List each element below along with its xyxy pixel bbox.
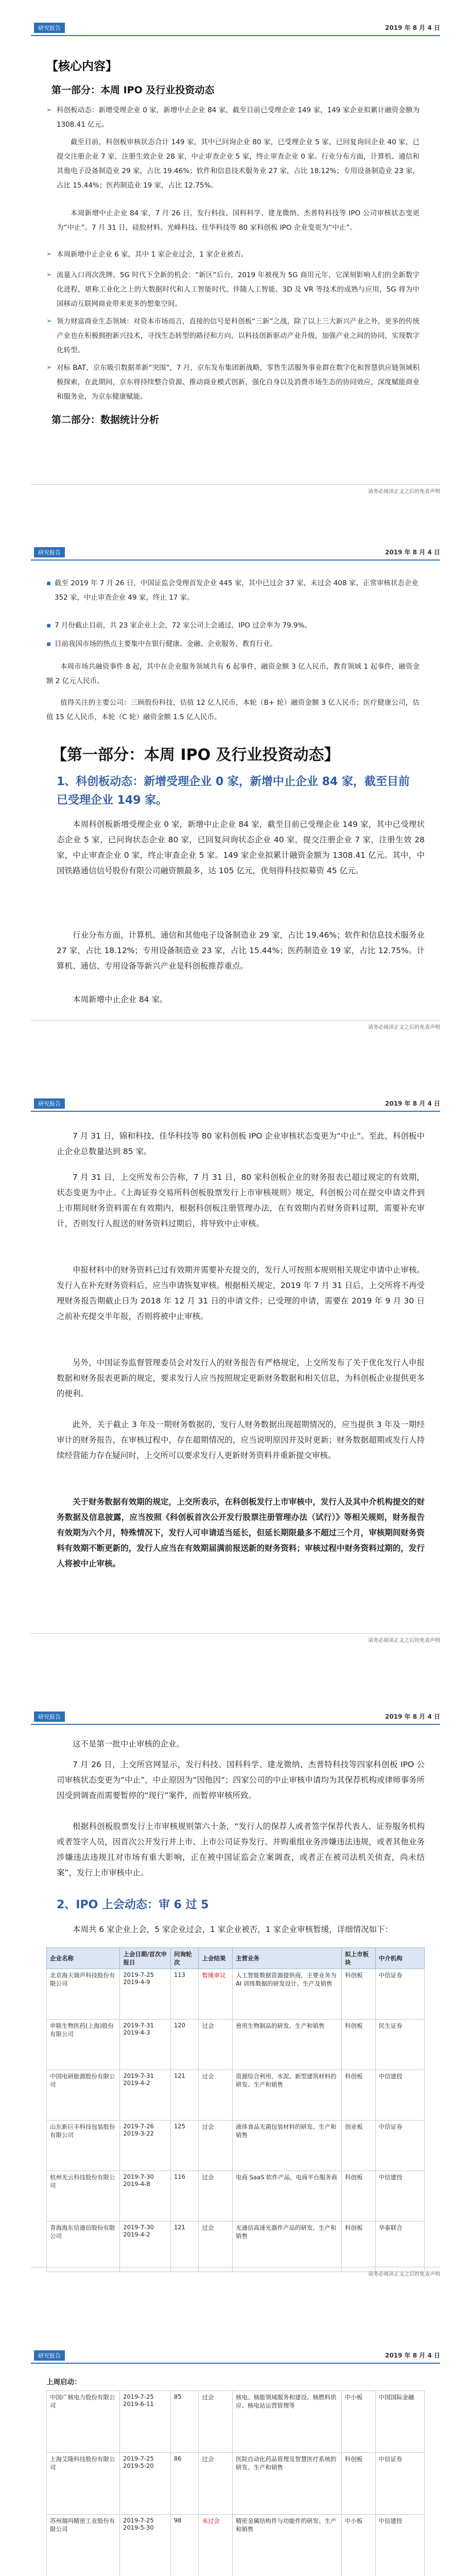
report-date: 2019 年 8 月 4 日 <box>385 549 440 556</box>
paragraph-not-first: 这不是第一批中止审核的企业。 <box>73 1739 185 1749</box>
report-brand: 研究报告 <box>34 2350 65 2361</box>
table-row <box>47 1969 425 2020</box>
page-footer <box>31 1020 440 1031</box>
listing-board: 创业板 <box>342 2121 376 2171</box>
company-name: 苏州瑞玛精密工业股份有限公司 <box>47 2515 120 2576</box>
main-business: 液体食品无菌包装材料的研发、生产和销售 <box>233 2121 342 2171</box>
ipo-meeting-intro: 本周共 6 家企业上会，5 家企业过会，1 家企业被否，1 家企业审核暂缓，详细情况如下： <box>73 1925 393 1934</box>
meeting-date: 2019-7-31 2019-4-2 <box>120 2070 171 2121</box>
table-row <box>47 2070 425 2121</box>
company-name: 申联生物医药(上海)股份有限公司 <box>47 2020 120 2070</box>
ipo-listed-table <box>46 2391 425 2576</box>
paragraph-csrc-rules: 另外，中国证券监督管理委员会对发行人的财务报告有严格规定，上交所发布了关于优化发行人申报数据和财务报表更新的规定，要求发行人应当按照规定更新财务数据和相关信息，为科创板企业提供更多的便利。 <box>57 1358 425 1398</box>
page-4 <box>0 1700 471 2293</box>
sponsor: 中信建投 <box>375 2171 424 2222</box>
inquiry-rounds: 116 <box>171 2171 199 2222</box>
table-row <box>47 2171 425 2222</box>
listing-board: 科创板 <box>342 2171 376 2222</box>
meeting-result: 过会 <box>199 2121 233 2171</box>
main-business: 精密金属结构件与功能件的研发、生产和销售 <box>233 2515 342 2576</box>
main-business: 光通信高速光器件产品的研发、生产和销售 <box>233 2222 342 2272</box>
meeting-result: 过会 <box>199 2171 233 2222</box>
listing-board: 科创板 <box>342 2020 376 2070</box>
paragraph-star-detail: 本周科创板新增受理企业 0 家，新增中止企业 84 家，截至目前已受理企业 149 家，其中已受理状态企业 5 家，已问询状态企业 80 家，已回复问询状态企业 40 家，提交注册企业 7 家，注册生效 28 家，中止审查企业 0 家，终止审查企业 5 家。149 家企业拟累计融资金额为 1308.41 亿元。其中，中国铁路通信信号股份有限公司融资额最多，达 105 亿元，优刻得科技拟募资 45 亿元。 <box>57 820 425 875</box>
footer-disclaimer: 请务必阅读正文之后的免责声明 <box>368 2272 440 2277</box>
listing-board: 中小板 <box>341 2391 375 2453</box>
page-5 <box>0 2339 471 2576</box>
paragraph-notable-companies: 值得关注的主要公司：三顾股份科技，估值 12 亿人民币，本轮（B+ 轮）融资金额 3 亿人民币；医疗健康公司，估值 15 亿人民币，本轮（C 轮）融资金额 1.5 亿人民币。 <box>46 699 420 721</box>
page-header <box>31 2349 440 2364</box>
inquiry-rounds: 86 <box>170 2453 199 2515</box>
page-footer <box>31 484 440 495</box>
main-business: 核电、核能领域服务和建设、核燃料供应、核电站运营管理等 <box>233 2391 342 2453</box>
listing-board: 科创板 <box>342 2070 376 2121</box>
footer-disclaimer: 请务必阅读正文之后的免责声明 <box>368 489 440 495</box>
bullet-ecosystem: ➢ 领力财富商业生态领域：对资本市场而言，直接的信号是科创板“三新”之战，除了以上三大新兴产业之外，更多的传统产业也在积极拥抱新兴技术，寻找生态转型的路径和方向，以科技创新驱动产业升级，加强产业之间的协同，实现数字化转型。 <box>46 314 420 358</box>
company-name: 中国电研能源股份有限公司 <box>47 2070 120 2121</box>
company-name: 北京海天瑞声科技股份有限公司 <box>47 1969 120 2020</box>
sponsor: 中信证券 <box>375 2121 424 2171</box>
ipo-meeting-table <box>46 1947 425 2272</box>
bullet-ipo-review: ➢ 本周新增中止企业 6 家，其中 1 家企业过会，1 家企业被否。 <box>46 247 420 262</box>
meeting-date: 2019-7-31 2019-4-3 <box>120 2020 171 2070</box>
page-footer <box>31 2267 440 2278</box>
section-2-title: 第二部分：数据统计分析 <box>51 414 160 426</box>
company-name: 杭州光云科技股份有限公司 <box>47 2171 120 2222</box>
report-brand: 研究报告 <box>34 1098 65 1109</box>
sponsor: 中信证券 <box>375 1969 424 2020</box>
inquiry-rounds: 120 <box>171 2020 199 2070</box>
report-brand: 研究报告 <box>34 23 65 33</box>
page-header <box>31 1097 440 1112</box>
listing-board: 中小板 <box>341 2515 375 2576</box>
column-header: 问询轮次 <box>171 1948 199 1969</box>
paragraph-suspend: 本周新增中止企业 84 家，7 月 26 日，发行科技、国科科学、建龙微纳、杰普特科技等 IPO 公司审核状态变更为“中止”。7 月 31 日，硅胶材料、光峰科技、佳华科技等 80 家科创板 IPO 企业变更为“中止”。 <box>57 209 420 232</box>
company-name: 上海艾隆科技股份有限公司 <box>47 2453 120 2515</box>
main-business: 电商 SaaS 软件产品，电商平台服务商 <box>233 2171 342 2222</box>
paragraph-validity-rule: 关于财务数据有效期的规定，上交所表示，在科创板发行上市审核中，发行人及其中介机构提交的财务数据及信息披露，应当按照《科创板首次公开发行股票注册管理办法（试行）》等相关规则，财务报告有效期为六个月，特殊情况下，发行人可申请适当延长，但延长期限最多不超过三个月，审核期间财务资料有效期不断更新的，发行人应当在有效期届满前报送新的财务资料；审核过程中财务资料过期的，发行人将被中止审核。 <box>57 1497 425 1568</box>
meeting-date: 2019-7-25 2019-5-20 <box>120 2453 171 2515</box>
section-1-title: 第一部分：本周 IPO 及行业投资动态 <box>51 84 215 96</box>
listing-board: 科创板 <box>341 2453 375 2515</box>
table-row <box>47 2391 425 2453</box>
table-row <box>47 2020 425 2070</box>
sponsor: 中信证券 <box>375 2453 424 2515</box>
listing-board: 科创板 <box>342 2222 376 2272</box>
paragraph-industry: 行业分布方面，计算机、通信和其他电子设备制造业 29 家，占比 19.46%；软件和信息技术服务业 27 家，占比 18.12%；专用设备制造业 23 家，占比 15.44%；医药制造业 19 家，占比 12.75%。计算机、通信、专用设备等新兴产业是科创板推荐重点。 <box>57 930 425 971</box>
paragraph-july31: 7 月 31 日，锦和科技、佳华科技等 80 家科创板 IPO 企业审核状态变更为“中止”。至此，科创板中止企业总数量达到 85 家。 <box>57 1131 425 1156</box>
meeting-date: 2019-7-30 2019-4-2 <box>120 2222 171 2272</box>
column-header: 上会结果 <box>199 1948 233 1969</box>
meeting-result: 过会 <box>199 2453 233 2515</box>
stat-hot-sectors: ▪ 目前我国市场的热点主要集中在银行健康、金融、企业服务、教育行业。 <box>46 637 420 651</box>
bullet-5g: ➢ 流量入口再次洗牌，5G 时代下全新的机会：“新区”后台，2019 年被视为 5G 商用元年，它深刻影响人们的全新数字化进程，堪称工业化之上的大数据时代和人工智能时代。伴随人工智能、3D 及 VR 等技术的成熟与应用，5G 将为中国移动互联网商业带来更多的想象空间。 <box>46 268 420 311</box>
report-brand: 研究报告 <box>34 547 65 557</box>
meeting-result: 过会 <box>199 2222 233 2272</box>
company-name: 山东新巨丰科技包装股份有限公司 <box>47 2121 120 2171</box>
report-date: 2019 年 8 月 4 日 <box>385 1100 440 1107</box>
main-business: 资源综合利用，水泥、新型建筑材料的研发、生产和销售 <box>233 2070 342 2121</box>
stat-csrc: ▪ 截至 2019 年 7 月 26 日，中国证监会受理首发企业 445 家，其中已过会 37 家，未过会 408 家，正常审核状态企业 352 家，中止审查企业 49 家，终止 17 家。 <box>46 576 420 605</box>
company-name: 青海海东信通信股份有限公司 <box>47 2222 120 2272</box>
page-header <box>31 1710 440 1725</box>
bullet-star-market: ➢ 科创板动态：新增受理企业 0 家，新增中止企业 84 家，截至目前已受理企业 149 家，149 家企业拟累计融资金额为 1308.41 亿元。 <box>46 103 420 132</box>
sponsor: 中信建投 <box>375 2515 424 2576</box>
meeting-date: 2019-7-30 2019-4-8 <box>120 2171 171 2222</box>
report-date: 2019 年 8 月 4 日 <box>385 24 440 31</box>
inquiry-rounds: 98 <box>170 2515 199 2576</box>
main-business: 兽用生物制品的研发、生产和销售 <box>233 2020 342 2070</box>
report-brand: 研究报告 <box>34 1711 65 1722</box>
meeting-result: 过会 <box>199 2391 233 2453</box>
meeting-result: 过会 <box>199 2020 233 2070</box>
paragraph-three-years: 此外，关于截止 3 年及一期财务数据的，发行人财务数据出现超期情况的，应当提供 3 年及一期经审计的财务报告，在审核过程中，存在超期情况的，应当说明原因并及时更新；财务数据超期或发行人持续经营能力存在疑问时，上交所可以要求发行人更新财务资料并重新提交审核。 <box>57 1420 425 1460</box>
column-header: 主营业务 <box>233 1948 342 1969</box>
page-2 <box>0 536 471 1051</box>
paragraph-sse-notice: 7 月 31 日，上交所发布公告称，7 月 31 日，80 家科创板企业的财务报表已超过规定的有效期，状态变更为中止。《上海证券交易所科创板股票发行上市审核规则》规定，科创板公司在提交申请文件到上市期间财务资料需在有效期内，根据科创板注册管理办法，在有效期内若财务资料过期，需要补充审计，否则发行人报送的财务资料过期后，将导致中止审核。 <box>57 1173 425 1228</box>
main-business: 医院自动化药品管理及智慧医疗系统的研发、生产和销售 <box>233 2453 342 2515</box>
report-date: 2019 年 8 月 4 日 <box>385 1713 440 1720</box>
star-market-subtitle: 1、科创板动态：新增受理企业 0 家，新增中止企业 84 家，截至目前已受理企业 149 家。 <box>57 775 410 807</box>
column-header: 企业名称 <box>47 1948 120 1969</box>
column-header: 拟上市板块 <box>342 1948 376 1969</box>
sponsor: 民生证券 <box>375 2020 424 2070</box>
inquiry-rounds: 113 <box>171 1969 199 2020</box>
stat-july-meetings: ▪ 7 月份截止目前，共 23 家企业上会，72 家公司上会通过，IPO 过会率为 79.9%。 <box>46 618 420 633</box>
main-business: 人工智能数据资源提供商，主要业务为 AI 训练数据的研发设计、生产及销售 <box>233 1969 342 2020</box>
report-date: 2019 年 8 月 4 日 <box>385 2352 440 2359</box>
core-content-title: 【核心内容】 <box>46 60 117 73</box>
paragraph-star-status: 截至目前，科创板审核状态合计 149 家，其中已问询企业 80 家，已受理企业 5 家，已回复询问企业 40 家，已提交注册企业 7 家，注册生效企业 28 家，中止审查企业 5 家，终止审查企业 0 家。行业分布方面，计算机、通信和其他电子设备制造业 29 家，占比 19.46%；软件和信息技术服务业 27 家，占比 18.12%；专用设备制造业 23 家，占比 15.44%；医药制造业 19 家，占比 12.75%。 <box>57 138 420 190</box>
sponsor: 中国国际金融 <box>375 2391 424 2453</box>
company-name: 中国广核电力股份有限公司 <box>47 2391 120 2453</box>
meeting-result: 过会 <box>199 2070 233 2121</box>
column-header: 上会日期/首次申报日 <box>120 1948 171 1969</box>
table-row <box>47 2222 425 2272</box>
page-header <box>31 546 440 561</box>
meeting-date: 2019-7-25 2019-4-9 <box>120 1969 171 2020</box>
meeting-date: 2019-7-26 2019-3-22 <box>120 2121 171 2171</box>
paragraph-rule-60: 根据科创板股票发行上市审核规则第六十条，“发行人的保荐人或者签字保荐代表人、证券服务机构或者签字人员，因首次公开发行并上市、上市公司证券发行、并购重组业务涉嫌违法违规，或者其他业务涉嫌违法违规且对市场有重大影响，正在被中国证监会立案调查，或者正在被司法机关侦查，尚未结案”，发行上市审核中止。 <box>57 1822 425 1877</box>
paragraph-july26: 7 月 26 日，上交所官网显示，发行科技、国科科学、建龙微纳、杰普特科技等四家科创板 IPO 公司审核状态变更为“中止”，中止原因为“因他因”；四家公司的中止审核申请均为其保荐机构或律师事务所因受到调查而需要暂停的“现行”案件，而暂停审核所致。 <box>57 1760 425 1800</box>
sponsor: 中信建投 <box>375 2070 424 2121</box>
sponsor: 华泰联合 <box>375 2222 424 2272</box>
inquiry-rounds: 125 <box>171 2121 199 2171</box>
inquiry-rounds: 85 <box>170 2391 199 2453</box>
inquiry-rounds: 121 <box>171 2070 199 2121</box>
meeting-result: 暂缓审议 <box>199 1969 233 2020</box>
listing-board: 科创板 <box>342 1969 376 2020</box>
footer-disclaimer: 请务必阅读正文之后的免责声明 <box>368 1025 440 1030</box>
meeting-date: 2019-7-25 2019-5-30 <box>120 2515 171 2576</box>
table-row <box>47 2515 425 2576</box>
paragraph-new-suspend: 本周新增中止企业 84 家。 <box>73 995 168 1004</box>
page-3 <box>0 1087 471 1654</box>
inquiry-rounds: 121 <box>171 2222 199 2272</box>
table-row <box>47 2121 425 2171</box>
meeting-result: 未过会 <box>199 2515 233 2576</box>
page-header <box>31 22 440 36</box>
page-1 <box>0 0 471 510</box>
paragraph-financial-validity: 申报材料中的财务资料已过有效期并需要补充提交的，发行人可按照本规则相关规定申请中止审核。发行人在补充财务资料后，应当申请恢复审核。根据相关规定，2019 年 7 月 31 日后，上交所将不再受理财务报告期截止日为 2018 年 12 月 31 日的申请文件；已受理的申请，需要在 2019 年 9 月 30 日之前补充提交半年报，否则将被中止审核。 <box>57 1265 425 1321</box>
page-footer <box>31 1633 440 1644</box>
meeting-date: 2019-7-25 2019-6-11 <box>120 2391 171 2453</box>
listed-title: 上周启动： <box>46 2378 81 2386</box>
part-1-title: 【第一部分：本周 IPO 及行业投资动态】 <box>51 746 340 764</box>
table-row <box>47 2453 425 2515</box>
column-header: 中介机构 <box>375 1948 424 1969</box>
ipo-meeting-title: 2、IPO 上会动态：审 6 过 5 <box>57 1899 209 1911</box>
bullet-bat: ➢ 对标 BAT，京东吸引数据革新“突围”，7 月，京东发布集团新战略，零售生活服务事业群在数字化和智慧供应链领域积极探索，在此期间，京东将持续整合资源、推动商业模式创新，强化自身以及消费市场生态的协同效应，深度赋能商业和服务业，为京东健康赋能。 <box>46 361 420 404</box>
paragraph-funding: 本周市场共融资事件 8 起，其中在企业服务领域共有 6 起事件，融资金额 3 亿人民币，教育领域 1 起事件，融资金额 2 亿元人民币。 <box>46 663 420 685</box>
footer-disclaimer: 请务必阅读正文之后的免责声明 <box>368 1638 440 1643</box>
